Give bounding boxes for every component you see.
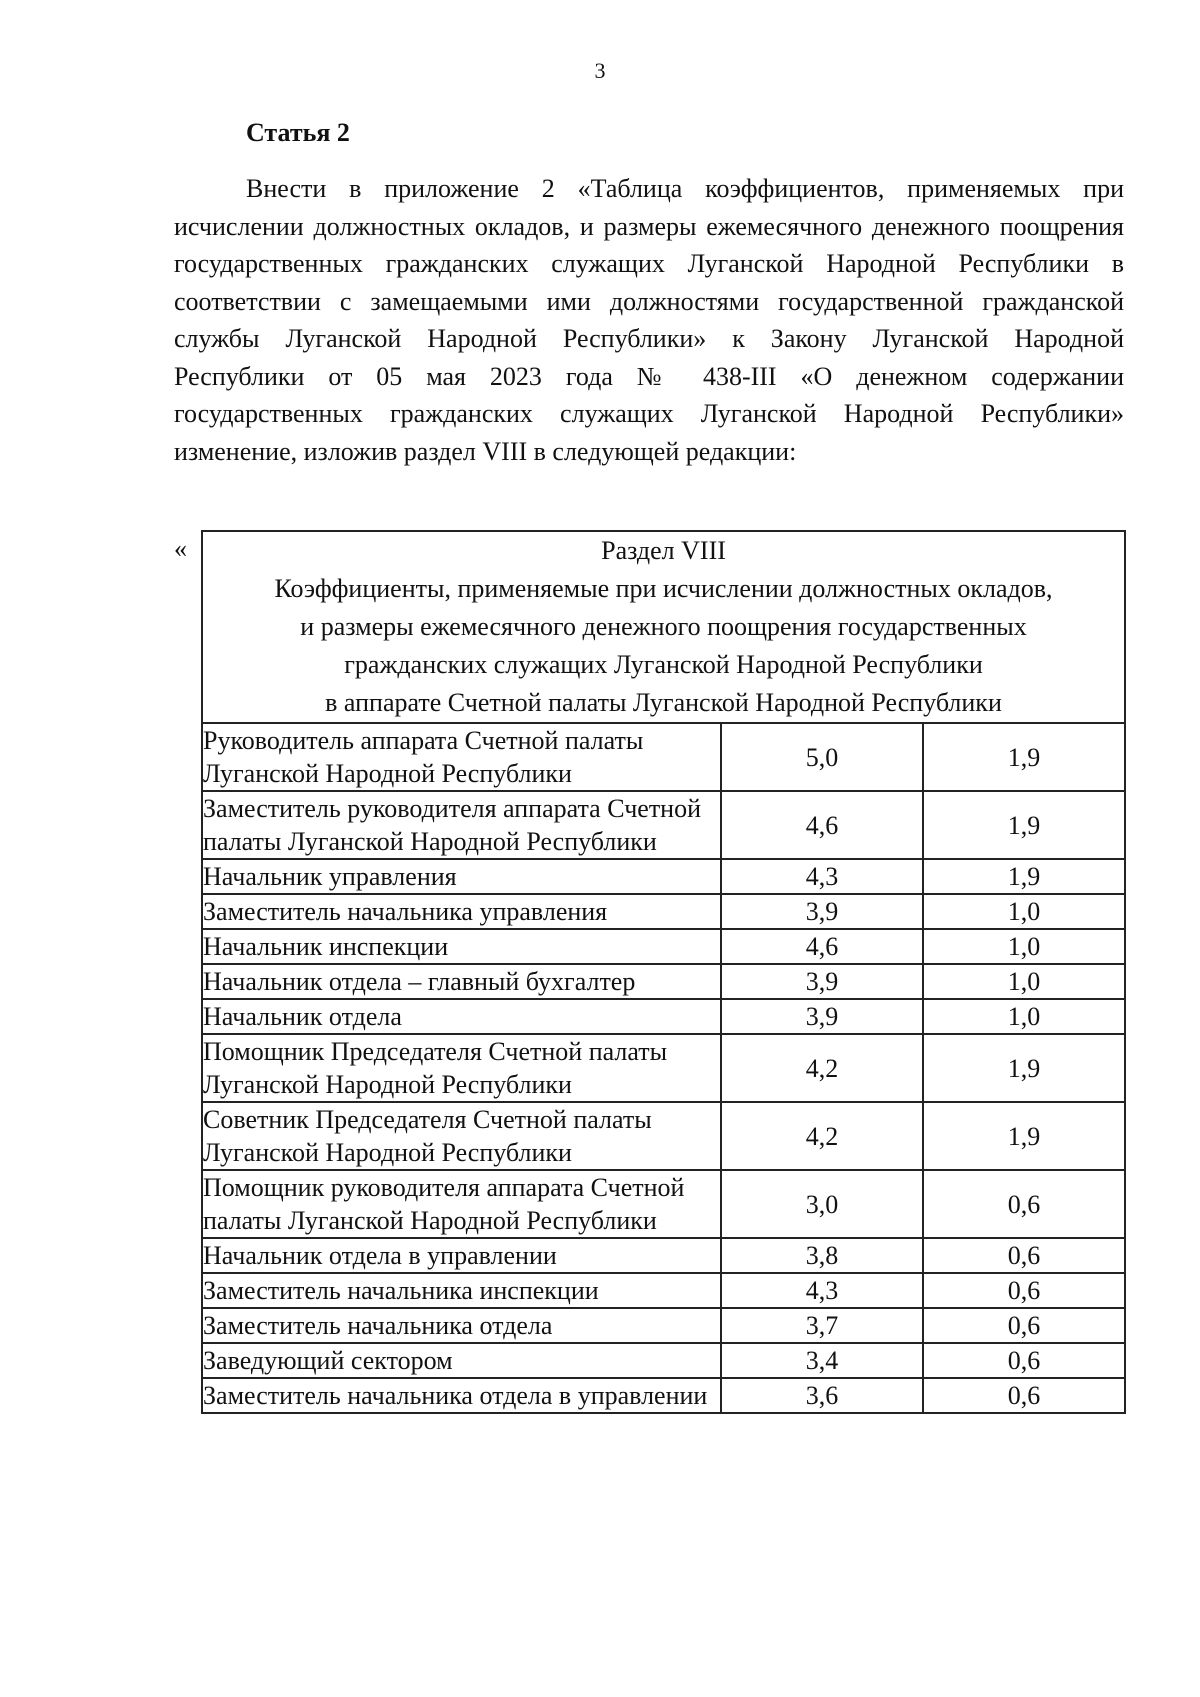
position-name-cell: Заместитель начальника отдела [202,1308,721,1343]
salary-coefficient-cell: 3,9 [721,999,923,1034]
table-row [202,791,1125,859]
section-heading-line: в аппарате Счетной палаты Луганской Народной Республики [325,688,1002,717]
table-row [202,1238,1125,1273]
incentive-amount-cell: 0,6 [923,1238,1125,1273]
incentive-amount-cell: 0,6 [923,1308,1125,1343]
salary-coefficient-cell: 4,3 [721,859,923,894]
table-row [202,964,1125,999]
position-name-cell: Заместитель начальника управления [202,894,721,929]
table-row [202,1343,1125,1378]
section-heading-line: и размеры ежемесячного денежного поощрения государственных [300,612,1027,641]
position-name-cell: Начальник управления [202,859,721,894]
article-title: Статья 2 [246,118,350,147]
salary-coefficient-cell: 3,8 [721,1238,923,1273]
salary-coefficient-cell: 3,9 [721,894,923,929]
table-row [202,1170,1125,1238]
salary-coefficient-cell: 3,9 [721,964,923,999]
section-heading-line: гражданских служащих Луганской Народной Республики [344,650,983,679]
incentive-amount-cell: 1,9 [923,859,1125,894]
salary-coefficient-cell: 4,2 [721,1034,923,1102]
table-row [202,1308,1125,1343]
position-name-cell: Начальник отдела в управлении [202,1238,721,1273]
incentive-amount-cell: 1,0 [923,999,1125,1034]
salary-coefficient-cell: 4,6 [721,929,923,964]
incentive-amount-cell: 1,9 [923,1102,1125,1170]
salary-coefficient-cell: 3,0 [721,1170,923,1238]
incentive-amount-cell: 1,0 [923,964,1125,999]
salary-coefficient-cell: 3,4 [721,1343,923,1378]
incentive-amount-cell: 0,6 [923,1273,1125,1308]
position-name-cell: Советник Председателя Счетной палаты Луганской Народной Республики [202,1102,721,1170]
position-name-cell: Начальник инспекции [202,929,721,964]
position-name-cell: Помощник Председателя Счетной палаты Луганской Народной Республики [202,1034,721,1102]
salary-coefficient-cell: 4,2 [721,1102,923,1170]
position-name-cell: Руководитель аппарата Счетной палаты Луганской Народной Республики [202,723,721,791]
table-row [202,1102,1125,1170]
salary-coefficient-cell: 4,6 [721,791,923,859]
salary-coefficient-cell: 3,6 [721,1378,923,1413]
section-title: Раздел VIII [601,536,726,565]
table-row [202,894,1125,929]
table-row [202,859,1125,894]
position-name-cell: Помощник руководителя аппарата Счетной палаты Луганской Народной Республики [202,1170,721,1238]
table-header-cell [202,531,1125,723]
incentive-amount-cell: 0,6 [923,1170,1125,1238]
position-name-cell: Заместитель начальника отдела в управлении [202,1378,721,1413]
incentive-amount-cell: 0,6 [923,1378,1125,1413]
coefficients-table [201,530,1126,1414]
table-row [202,999,1125,1034]
table-row [202,723,1125,791]
position-name-cell: Начальник отдела – главный бухгалтер [202,964,721,999]
article-body-text: Внести в приложение 2 «Таблица коэффициентов, применяемых при исчислении должностных окладов, и размеры ежемесячного денежного поощрения государственных гражданских служащих Луганской Народной Республики в соответствии с замещаемыми ими должностями государственной гражданской службы Луганской Народной Республики» к Закону Луганской Народной Республики от 05 мая 2023 года № 438-III «О денежном содержании государственных гражданских служащих Луганской Народной Республики» изменение, изложив раздел VIII в следующей редакции: [174,174,1124,466]
incentive-amount-cell: 1,9 [923,791,1125,859]
table-row [202,1034,1125,1102]
position-name-cell: Заместитель начальника инспекции [202,1273,721,1308]
table-header-row [202,531,1125,723]
section-heading-line: Коэффициенты, применяемые при исчислении должностных окладов, [274,574,1053,603]
table-row [202,929,1125,964]
incentive-amount-cell: 0,6 [923,1343,1125,1378]
table-row [202,1378,1125,1413]
incentive-amount-cell: 1,0 [923,929,1125,964]
opening-quote-mark: « [174,534,187,563]
position-name-cell: Заместитель руководителя аппарата Счетной палаты Луганской Народной Республики [202,791,721,859]
salary-coefficient-cell: 4,3 [721,1273,923,1308]
salary-coefficient-cell: 3,7 [721,1308,923,1343]
position-name-cell: Начальник отдела [202,999,721,1034]
position-name-cell: Заведующий сектором [202,1343,721,1378]
table-row [202,1273,1125,1308]
page-number: 3 [594,58,606,83]
salary-coefficient-cell: 5,0 [721,723,923,791]
incentive-amount-cell: 1,9 [923,723,1125,791]
incentive-amount-cell: 1,9 [923,1034,1125,1102]
incentive-amount-cell: 1,0 [923,894,1125,929]
